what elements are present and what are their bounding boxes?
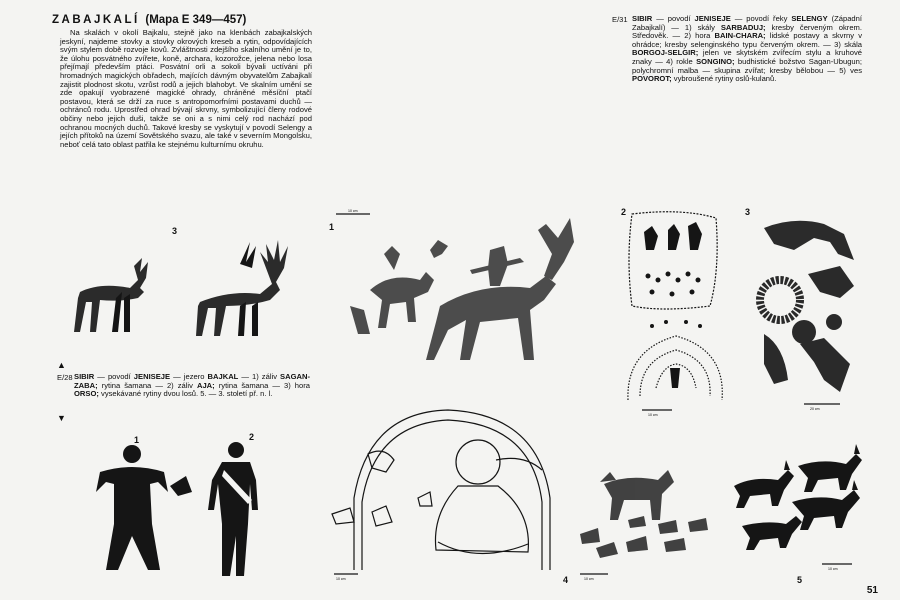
figure-number: 4 bbox=[563, 575, 569, 585]
map-reference: (Mapa E 349—457) bbox=[145, 14, 247, 26]
shaman-figure-1 bbox=[96, 445, 192, 570]
caption-segment: BAJKAL bbox=[207, 372, 239, 381]
caption-segment: vybroušené rytiny oslů-kulanů. bbox=[671, 74, 777, 84]
scale-label: 10 cm bbox=[348, 209, 358, 213]
caption-segment: JENISEJE bbox=[694, 14, 731, 23]
figure-number: 1 bbox=[134, 435, 140, 445]
caption-segment: — povodí bbox=[94, 372, 134, 381]
deer-figure bbox=[74, 258, 148, 332]
intro-paragraph: Na skalách v okolí Bajkalu, stejně jako na klenbách zabajkalských jeskyní, najdeme stovky a stovky okrových kreseb a rytin, odpovídajících svým stylem době rozvoje kovů. Zvláštnosti zdejšího skalního umění je to, že úlohu posvátného zvířete, koně, archara, kozorožce, jelena nebo losa přejímají především ptáci. Posvátní orli a sokoli bývali uctíváni při hromadných magických obřadech, majících dávným obyvatelům Zabajkalí zajistit plodnost skotu, vzrůst rodů a jejich blahobyt. Ve skalním umění se zde opakují vyobrazené magické ohrady, chráněné měsíční ptačí postavou, která se drží za ruce s antropomorfními postavami duchů — ochránců rodu. Uprostřed ohrad bývají skrvny, symbolizující členy rodové občiny nebo jejich duši, takže se oni a s nimi celý rod nachází pod ochranou mocných duchů. Takové kresby se vyskytují v povodí Selengy a jejích přítoků na území Sovětského svazu, ale také v severním Mongolsku, neboť celá tato oblast patřila ke stejnému kulturnímu okruhu. bbox=[60, 28, 312, 149]
caption-e31 bbox=[632, 15, 862, 84]
figure-number: 3 bbox=[745, 207, 751, 217]
figure-number: 3 bbox=[172, 226, 178, 236]
up-arrow-icon: ▲ bbox=[57, 360, 66, 370]
caption-segment: ORSO; bbox=[74, 389, 99, 399]
figure-number: 5 bbox=[797, 575, 803, 585]
caption-segment: BORGOJ-SELGIR; bbox=[632, 48, 699, 58]
down-arrow-icon: ▼ bbox=[57, 413, 66, 423]
enclosure-petroglyph bbox=[622, 210, 732, 420]
title-text: ZABAJKALÍ bbox=[52, 14, 140, 26]
caption-segment: BAIN-CHARA; bbox=[714, 31, 766, 41]
shaman-figure-2 bbox=[208, 442, 258, 576]
caption-segment: rytina šamana — 3) hora bbox=[214, 380, 311, 390]
caption-segment: SELENGY bbox=[791, 14, 828, 23]
kulan-petroglyphs bbox=[722, 446, 882, 576]
caption-e28-ref: E/28 bbox=[57, 373, 73, 382]
hatched-riders bbox=[350, 218, 574, 360]
caption-segment: rytina šamana — 2) záliv bbox=[97, 380, 197, 390]
caption-segment: JENISEJE bbox=[133, 372, 171, 381]
caption-segment: SIBIR bbox=[74, 372, 95, 381]
shaman-petroglyphs bbox=[70, 440, 300, 590]
scale-label: 10 cm bbox=[648, 413, 658, 417]
figure-number: 2 bbox=[621, 207, 627, 217]
animal-group bbox=[580, 470, 708, 558]
scale-label: 20 cm bbox=[810, 407, 820, 411]
caption-segment: SAGAN-ZABA; bbox=[74, 372, 310, 390]
scale-label: 10 cm bbox=[336, 577, 346, 581]
caption-e28 bbox=[74, 373, 310, 399]
scale-label: 10 cm bbox=[584, 577, 594, 581]
caption-e31-ref: E/31 bbox=[612, 15, 628, 24]
caption-segment: — povodí řeky bbox=[730, 14, 792, 23]
caption-segment: — 1) záliv bbox=[238, 372, 281, 381]
caption-segment: SARBADUJ; bbox=[720, 22, 766, 32]
deer-petroglyphs bbox=[60, 232, 300, 352]
scale-label: 10 cm bbox=[828, 567, 838, 571]
caption-segment: jelen ve skytském zvířecím stylu a kruhové znaky — 4) rokle bbox=[632, 48, 862, 66]
deer-figure bbox=[196, 240, 288, 336]
caption-segment: POVOROT; bbox=[632, 74, 672, 84]
figure-number: 1 bbox=[329, 222, 335, 232]
caption-segment: SIBIR bbox=[632, 14, 653, 23]
caption-segment: SONGINO; bbox=[696, 56, 735, 66]
page-title bbox=[52, 14, 246, 26]
page-number: 51 bbox=[866, 585, 878, 596]
caption-segment: kresby červeným okrem. Středověk. — 2) hora bbox=[632, 22, 862, 41]
caption-segment: (Západní Zabajkalí) — 1) skály bbox=[632, 14, 862, 32]
buddhist-deity-painting bbox=[328, 402, 720, 592]
figure-number: 2 bbox=[249, 432, 255, 442]
caption-segment: AJA; bbox=[196, 380, 215, 390]
caption-segment: lidské postavy a skvrny v ohrádce; kresby selenginského typu červeným okrem. — 3) skála bbox=[632, 31, 862, 49]
horsemen-hunt-scene bbox=[330, 210, 610, 400]
caption-segment: — jezero bbox=[170, 372, 208, 381]
caption-segment: budhistické božstvo Sagan-Ubugun; polychromní malba — skupina zvířat; kresby bělobou — 5) ves bbox=[632, 56, 862, 75]
deer-circles-petroglyph bbox=[744, 214, 864, 414]
caption-segment: — povodí bbox=[652, 14, 695, 23]
caption-segment: vysekávané rytiny dvou losů. 5. — 3. století př. n. l. bbox=[98, 389, 273, 399]
